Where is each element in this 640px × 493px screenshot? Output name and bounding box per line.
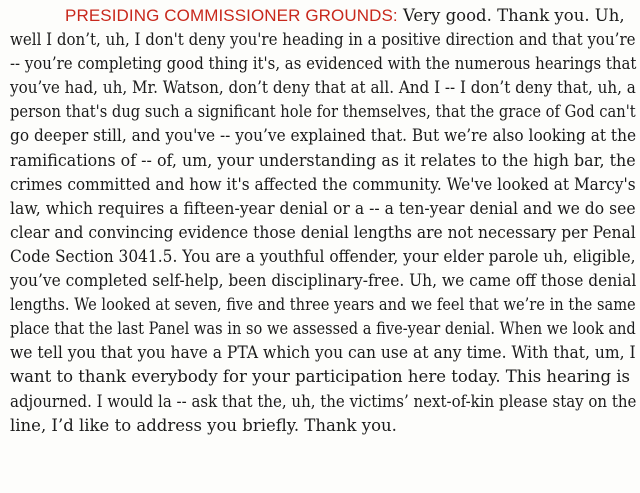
transcript-paragraph (10, 4, 636, 438)
transcript-line: Code Section 3041.5. You are a youthful offender, your elder parole uh, eligible, (10, 246, 636, 266)
transcript-line (10, 4, 636, 28)
transcript-line: crimes committed and how it's affected the community. We've looked at Marcy's (10, 174, 636, 194)
transcript-line: line, I’d like to address you briefly. Thank you. (10, 415, 397, 435)
transcript-line: we tell you that you have a PTA which you can use at any time. With that, um, I (10, 343, 636, 363)
transcript-line: -- you’re completing good thing it's, as evidenced with the numerous hearings that (10, 54, 637, 74)
transcript-line: person that's dug such a significant hole for themselves, that the grace of God can't (10, 102, 636, 122)
transcript-line: place that the last Panel was in so we assessed a five-year denial. When we look and (10, 319, 636, 339)
transcript-line: you’ve completed self-help, been disciplinary-free. Uh, we came off those denial (10, 271, 637, 291)
transcript-line: ramifications of -- of, um, your understanding as it relates to the high bar, the (10, 150, 636, 170)
speaker-label: PRESIDING COMMISSIONER GROUNDS: (65, 6, 398, 25)
transcript-line: well I don’t, uh, I don't deny you're heading in a positive direction and that you’re (10, 30, 636, 50)
transcript-line: clear and convincing evidence those denial lengths are not necessary per Penal (10, 222, 636, 242)
transcript-line: go deeper still, and you've -- you’ve explained that. But we’re also looking at the (10, 126, 637, 146)
transcript-line: adjourned. I would la -- ask that the, uh, the victims’ next-of-kin please stay on the (10, 391, 637, 411)
transcript-line: you’ve had, uh, Mr. Watson, don’t deny that at all. And I -- I don’t deny that, uh, a (10, 78, 636, 98)
statement-text: Very good. Thank you. Uh, (397, 6, 625, 25)
transcript-line: want to thank everybody for your participation here today. This hearing is (10, 367, 630, 387)
transcript-line: law, which requires a fifteen-year denial or a -- a ten-year denial and we do see (10, 198, 636, 218)
transcript-line: lengths. We looked at seven, five and three years and we feel that we’re in the same (10, 295, 636, 315)
